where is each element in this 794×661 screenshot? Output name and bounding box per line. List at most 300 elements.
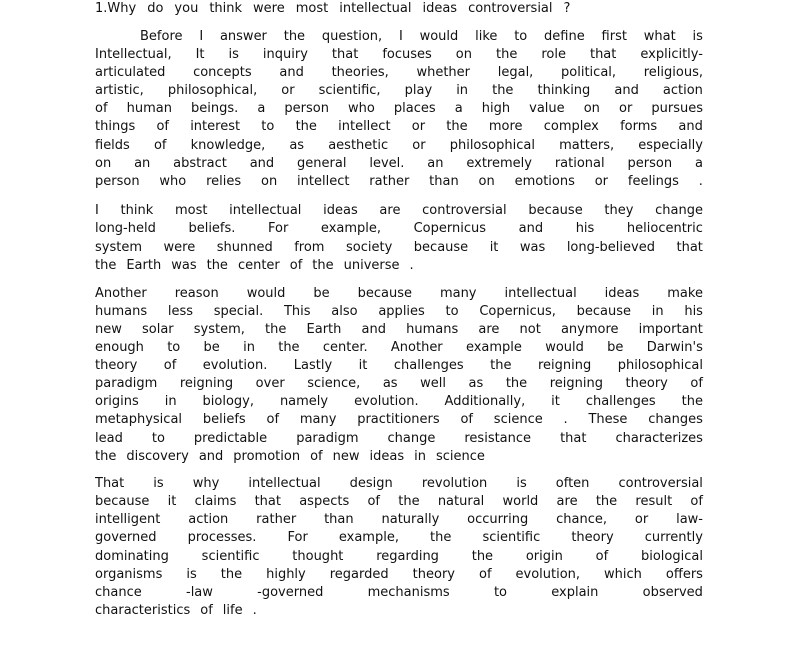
word: the — [496, 47, 518, 62]
word: reigning — [179, 376, 234, 391]
word: aspects — [299, 494, 350, 509]
word: in — [243, 340, 255, 355]
word: role — [541, 47, 566, 62]
word: the — [312, 258, 334, 273]
word: to — [514, 29, 528, 44]
word: on — [455, 47, 472, 62]
word: Another — [95, 286, 147, 301]
word: of — [595, 549, 609, 564]
word: from — [294, 240, 325, 255]
word: and — [678, 119, 703, 134]
word: or — [412, 138, 426, 153]
text-line — [95, 529, 703, 547]
word: solar — [142, 322, 174, 337]
word: to — [167, 340, 181, 355]
word: in — [651, 304, 664, 319]
word: of — [690, 376, 703, 391]
word: beings. — [191, 101, 239, 116]
word: . — [252, 603, 257, 618]
text-line — [95, 493, 703, 511]
word: observed — [642, 585, 703, 600]
word: to — [261, 119, 275, 134]
word: think — [120, 203, 154, 218]
word: paradigm — [296, 431, 359, 446]
word: person — [95, 174, 140, 189]
word: I — [199, 29, 204, 44]
word: world — [502, 494, 539, 509]
word: the — [283, 29, 306, 44]
word: discovery — [126, 449, 189, 464]
word: many — [439, 286, 477, 301]
word: ideas — [323, 203, 358, 218]
word: it — [489, 240, 499, 255]
word: long-believed — [566, 240, 655, 255]
word: and — [249, 156, 275, 171]
word: inquiry — [262, 47, 308, 62]
word: Before — [140, 29, 183, 44]
word: ? — [563, 1, 571, 16]
word: or — [618, 101, 633, 116]
word: especially — [638, 138, 703, 153]
word: ideas — [604, 286, 640, 301]
word: to — [445, 304, 459, 319]
word: his — [575, 221, 595, 236]
word: science — [435, 449, 485, 464]
word: that — [254, 494, 281, 509]
word: example, — [320, 221, 382, 236]
word: was — [171, 258, 197, 273]
word: emotions — [514, 174, 575, 189]
word: long-held — [95, 221, 156, 236]
word: universe — [343, 258, 400, 273]
word: beliefs. — [188, 221, 236, 236]
word: controversial — [468, 1, 553, 16]
word: intellectual — [504, 286, 577, 301]
word: to — [493, 585, 507, 600]
word: extremely — [466, 156, 532, 171]
word: what — [643, 29, 676, 44]
word: of — [460, 412, 473, 427]
word: reason — [174, 286, 219, 301]
word: shunned — [216, 240, 273, 255]
word: focuses — [382, 47, 432, 62]
word: of — [156, 119, 169, 134]
word: an — [427, 156, 444, 171]
word: humans — [95, 304, 148, 319]
word: and — [198, 449, 224, 464]
word: it — [358, 358, 368, 373]
word: namely — [279, 394, 329, 409]
word: relies — [206, 174, 242, 189]
word: or — [411, 119, 426, 134]
word: human — [126, 101, 172, 116]
word: change — [387, 431, 436, 446]
word: evolution. — [202, 358, 268, 373]
word: many — [299, 412, 337, 427]
word: the — [265, 322, 287, 337]
word: the — [446, 119, 468, 134]
word: center. — [322, 340, 368, 355]
text-line — [95, 411, 703, 429]
word: processes. — [187, 530, 257, 545]
word: concepts — [193, 65, 252, 80]
word: system — [95, 240, 142, 255]
word: Earth — [306, 322, 342, 337]
word: general — [297, 156, 347, 171]
word: challenges — [585, 394, 656, 409]
word: the — [95, 258, 117, 273]
text-line — [95, 285, 703, 303]
text-line — [95, 430, 703, 448]
word: anymore — [560, 322, 619, 337]
word: thought — [292, 549, 344, 564]
word: . — [563, 412, 568, 427]
word: well — [420, 376, 446, 391]
word: practitioners — [357, 412, 440, 427]
word: regarded — [329, 567, 389, 582]
word: the — [492, 83, 514, 98]
word: were — [253, 1, 285, 16]
word: of — [478, 567, 492, 582]
word: the — [220, 567, 243, 582]
word: organisms — [95, 567, 163, 582]
word: which — [604, 567, 642, 582]
text-line — [95, 82, 703, 100]
word: controversial — [422, 203, 507, 218]
word: of — [153, 138, 167, 153]
word: naturally — [381, 512, 440, 527]
word: that — [560, 431, 587, 446]
word: offers — [665, 567, 703, 582]
word: than — [429, 174, 459, 189]
word: of — [690, 494, 703, 509]
word: in — [164, 394, 177, 409]
word: because — [95, 494, 150, 509]
word: thinking — [537, 83, 591, 98]
word: explain — [551, 585, 599, 600]
word: are — [556, 494, 578, 509]
word: most — [295, 1, 329, 16]
word: of — [310, 449, 323, 464]
word: revolution — [421, 476, 488, 491]
text-line — [95, 393, 703, 411]
word: heliocentric — [626, 221, 703, 236]
word: Lastly — [293, 358, 333, 373]
word: as — [289, 138, 305, 153]
word: aesthetic — [328, 138, 389, 153]
word: think — [209, 1, 243, 16]
word: in — [414, 449, 426, 464]
word: of — [200, 603, 213, 618]
word: than — [324, 512, 354, 527]
word: religious, — [643, 65, 703, 80]
word: currently — [644, 530, 703, 545]
word: 1.Why — [95, 1, 137, 16]
word: a — [454, 101, 463, 116]
word: I — [95, 203, 99, 218]
word: on — [583, 101, 600, 116]
word: science, — [307, 376, 361, 391]
word: on — [95, 156, 112, 171]
word: chance — [95, 585, 142, 600]
word: feelings — [627, 174, 679, 189]
word: the — [398, 494, 420, 509]
word: governed — [95, 530, 157, 545]
word: who — [348, 101, 375, 116]
word: high — [481, 101, 511, 116]
word: theory — [625, 376, 668, 391]
word: an — [134, 156, 151, 171]
word: is — [186, 567, 197, 582]
word: person — [627, 156, 673, 171]
word: Another — [390, 340, 443, 355]
word: they — [604, 203, 634, 218]
word: forms — [620, 119, 658, 134]
word: theories, — [331, 65, 389, 80]
text-line — [95, 239, 703, 257]
word: his — [684, 304, 703, 319]
text-line — [95, 548, 703, 566]
text-line — [95, 173, 703, 191]
word: biology, — [202, 394, 254, 409]
word: as — [468, 376, 484, 391]
word: play — [404, 83, 433, 98]
word: fields — [95, 138, 130, 153]
word: paradigm — [95, 376, 158, 391]
word: the — [430, 530, 452, 545]
word: applies — [378, 304, 425, 319]
word: knowledge, — [190, 138, 266, 153]
word: special. — [213, 304, 264, 319]
text-line — [95, 566, 703, 584]
word: pursues — [651, 101, 703, 116]
word: be — [607, 340, 624, 355]
word: like — [475, 29, 498, 44]
word: resistance — [464, 431, 532, 446]
word: it — [167, 494, 177, 509]
word: would — [545, 340, 584, 355]
word: as — [382, 376, 398, 391]
word: society — [346, 240, 393, 255]
word: highly — [266, 567, 306, 582]
word: Darwin's — [646, 340, 703, 355]
word: a — [694, 156, 703, 171]
word: new — [332, 449, 360, 464]
word: scientific — [201, 549, 260, 564]
word: is — [692, 29, 703, 44]
word: matters, — [559, 138, 615, 153]
word: is — [153, 476, 164, 491]
text-line — [95, 511, 703, 529]
word: first — [601, 29, 627, 44]
text-line — [95, 584, 703, 602]
word: origin — [525, 549, 563, 564]
word: system, — [193, 322, 245, 337]
word: For — [287, 530, 308, 545]
word: is — [228, 47, 239, 62]
word: origins — [95, 394, 139, 409]
word: result — [635, 494, 673, 509]
word: or — [281, 83, 295, 98]
word: of — [367, 494, 380, 509]
word: dominating — [95, 549, 169, 564]
word: or — [634, 512, 649, 527]
word: question, — [321, 29, 383, 44]
word: and — [614, 83, 639, 98]
word: over — [255, 376, 285, 391]
word: the — [206, 258, 228, 273]
word: person — [284, 101, 329, 116]
word: of — [289, 258, 303, 273]
word: rather — [256, 512, 297, 527]
word: would — [246, 286, 286, 301]
word: rational — [554, 156, 605, 171]
word: characterizes — [615, 431, 703, 446]
text-line — [95, 202, 703, 220]
text-line — [95, 321, 703, 339]
word: and — [361, 322, 386, 337]
text-line — [95, 257, 703, 275]
word: science — [493, 412, 543, 427]
word: because — [413, 240, 469, 255]
word: example, — [338, 530, 399, 545]
word: intellect — [297, 174, 350, 189]
word: legal, — [497, 65, 534, 80]
word: life — [222, 603, 243, 618]
text-line — [95, 339, 703, 357]
word: ideas — [422, 1, 458, 16]
word: a — [257, 101, 266, 116]
text-line — [95, 448, 703, 466]
word: intellectual — [339, 1, 412, 16]
text-line — [95, 137, 703, 155]
word: regarding — [376, 549, 439, 564]
word: occurring — [467, 512, 529, 527]
word: interest — [190, 119, 241, 134]
word: reigning — [537, 358, 592, 373]
word: level. — [369, 156, 405, 171]
word: intellectual — [229, 203, 302, 218]
word: example — [465, 340, 522, 355]
word: philosophical — [617, 358, 703, 373]
word: biological — [640, 549, 703, 564]
word: Earth — [126, 258, 162, 273]
word: places — [393, 101, 436, 116]
word: or — [594, 174, 609, 189]
word: It — [195, 47, 205, 62]
word: on — [260, 174, 278, 189]
word: reigning — [549, 376, 603, 391]
word: whether — [416, 65, 471, 80]
word: action — [188, 512, 229, 527]
text-line — [95, 375, 703, 393]
word: metaphysical — [95, 412, 183, 427]
word: because — [357, 286, 412, 301]
word: be — [313, 286, 330, 301]
word: you — [174, 1, 199, 16]
word: intellect — [338, 119, 391, 134]
word: of — [95, 101, 108, 116]
text-line — [95, 46, 703, 64]
word: humans — [406, 322, 459, 337]
word: and — [279, 65, 304, 80]
word: ideas — [369, 449, 405, 464]
word: be — [203, 340, 220, 355]
word: the — [295, 119, 317, 134]
word: promotion — [233, 449, 301, 464]
word: not — [519, 322, 541, 337]
word: articulated — [95, 65, 166, 80]
text-line — [95, 118, 703, 136]
word: controversial — [618, 476, 703, 491]
word: on — [478, 174, 495, 189]
word: evolution, — [515, 567, 581, 582]
word: the — [471, 549, 494, 564]
word: theory — [412, 567, 455, 582]
word: action — [662, 83, 703, 98]
word: that — [331, 47, 359, 62]
word: abstract — [173, 156, 227, 171]
word: because — [576, 304, 631, 319]
word: intelligent — [95, 512, 161, 527]
word: the — [505, 376, 528, 391]
word: most — [174, 203, 208, 218]
word: philosophical — [449, 138, 535, 153]
word: would — [419, 29, 459, 44]
word: lead — [95, 431, 123, 446]
word: were — [163, 240, 196, 255]
word: do — [147, 1, 164, 16]
word: of — [266, 412, 280, 427]
text-line — [95, 357, 703, 375]
word: also — [331, 304, 358, 319]
word: explicitly- — [640, 47, 703, 62]
word: that — [589, 47, 617, 62]
word: This — [283, 304, 311, 319]
word: it — [551, 394, 560, 409]
word: Copernicus, — [479, 304, 556, 319]
word: are — [379, 203, 401, 218]
word: changes — [648, 412, 703, 427]
word: are — [478, 322, 500, 337]
word: claims — [194, 494, 237, 509]
word: things — [95, 119, 136, 134]
word: theory — [95, 358, 138, 373]
word: theory — [571, 530, 614, 545]
word: philosophical, — [167, 83, 258, 98]
word: complex — [543, 119, 599, 134]
word: artistic, — [95, 83, 144, 98]
word: mechanisms — [367, 585, 450, 600]
word: was — [519, 240, 546, 255]
word: in — [456, 83, 469, 98]
word: . — [409, 258, 414, 273]
word: natural — [437, 494, 485, 509]
word: . — [698, 174, 703, 189]
word: rather — [369, 174, 410, 189]
text-line — [95, 155, 703, 173]
word: That — [95, 476, 125, 491]
word: make — [667, 286, 703, 301]
word: -law — [186, 585, 213, 600]
word: the — [95, 449, 117, 464]
word: evolution. — [354, 394, 419, 409]
word: the — [490, 358, 512, 373]
word: that — [676, 240, 703, 255]
word: -governed — [257, 585, 324, 600]
word: why — [192, 476, 220, 491]
word: chance, — [556, 512, 607, 527]
